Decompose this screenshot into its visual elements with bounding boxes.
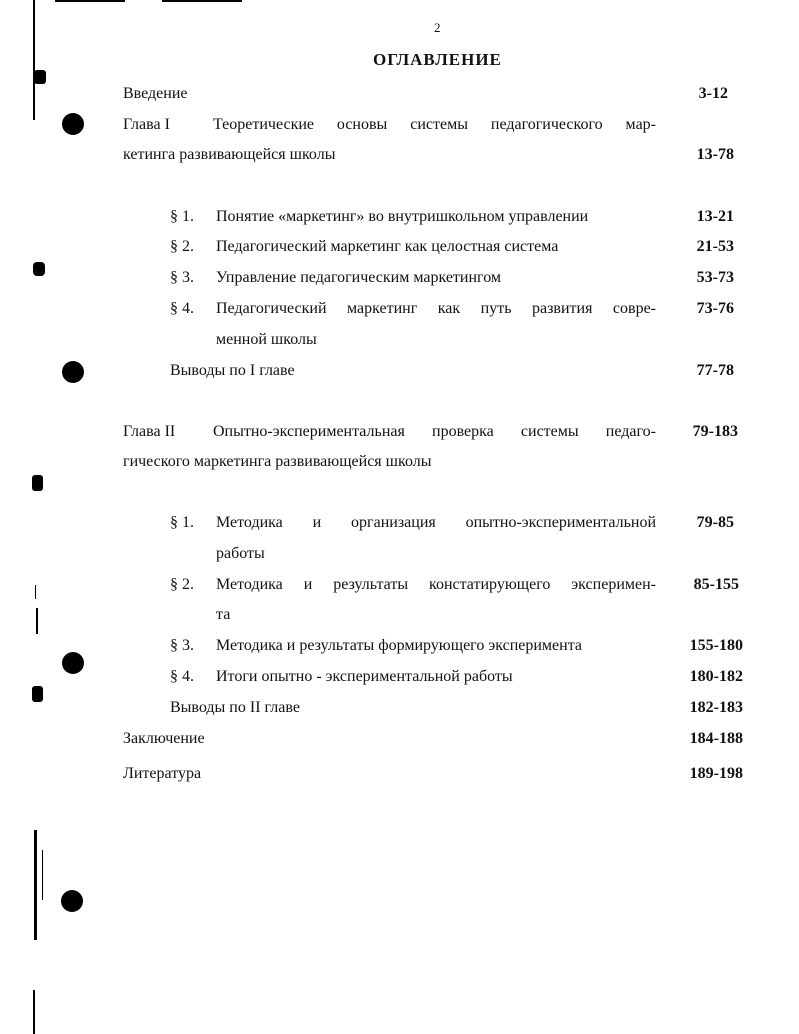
chapter-1-title-line1: Теоретические основы системы педагогического мар- [213, 116, 656, 133]
section-number: § 2. [170, 238, 194, 255]
section-pages: 53-73 [696, 269, 734, 286]
page-title: ОГЛАВЛЕНИЕ [373, 50, 502, 69]
chapter-2-tag: Глава II [123, 423, 176, 440]
section-number: § 4. [170, 668, 194, 685]
chapter-1-heading [123, 116, 656, 134]
section-title: Методика и результаты констатирующего эксперимен- [216, 576, 656, 593]
section-title: Управление педагогическим маркетингом [216, 269, 502, 286]
chapter-2-conclusions-label: Выводы по II главе [170, 699, 300, 716]
toc-entry-intro-label: Введение [123, 85, 188, 102]
page-number: 2 [434, 20, 441, 35]
toc-entry-literature-pages: 189-198 [689, 765, 743, 782]
chapter-2-conclusions-pages: 182-183 [689, 699, 743, 716]
section-number: § 3. [170, 269, 194, 286]
scan-streak [42, 850, 43, 900]
scan-top-rule-2 [162, 0, 242, 2]
section-pages: 180-182 [689, 668, 743, 685]
section-title: Методика и результаты формирующего эксперимента [216, 637, 582, 654]
toc-entry-literature-label: Литература [123, 765, 202, 782]
chapter-1-pages: 13-78 [696, 146, 734, 163]
section-pages: 21-53 [696, 238, 734, 255]
binder-hole [62, 652, 84, 674]
binder-hole [62, 361, 84, 383]
section-title-line2: работы [216, 545, 265, 562]
section-title-line2: менной школы [216, 331, 317, 348]
section-pages: 79-85 [696, 514, 734, 531]
section-title: Педагогический маркетинг как целостная система [216, 238, 559, 255]
chapter-2-pages: 79-183 [692, 423, 738, 440]
section-title: Итоги опытно - экспериментальной работы [216, 668, 513, 685]
toc-entry-conclusion-pages: 184-188 [689, 730, 743, 747]
section-number: § 3. [170, 637, 194, 654]
scan-mark [34, 70, 46, 84]
scan-speck [35, 585, 36, 599]
chapter-2-heading [123, 423, 656, 441]
section-number: § 1. [170, 514, 194, 531]
scan-streak [34, 830, 37, 940]
scan-edge-line [33, 0, 35, 120]
section-pages: 13-21 [696, 208, 734, 225]
section-pages: 73-76 [696, 300, 734, 317]
chapter-1-tag: Глава I [123, 116, 170, 133]
chapter-1-conclusions-pages: 77-78 [696, 362, 734, 379]
scan-top-rule [55, 0, 125, 2]
section-number: § 4. [170, 300, 194, 317]
scan-mark [32, 686, 43, 702]
section-title: Методика и организация опытно-экспериментальной [216, 514, 656, 531]
scan-mark [33, 262, 45, 276]
chapter-2-title-line2: гического маркетинга развивающейся школы [123, 453, 432, 470]
section-title: Педагогический маркетинг как путь развития совре- [216, 300, 656, 317]
binder-hole [61, 890, 83, 912]
section-number: § 2. [170, 576, 194, 593]
chapter-1-title-line2: кетинга развивающейся школы [123, 146, 336, 163]
section-pages: 85-155 [693, 576, 739, 593]
chapter-2-title-line1: Опытно-экспериментальная проверка системы педаго- [213, 423, 656, 440]
binder-hole [62, 113, 84, 135]
chapter-1-conclusions-label: Выводы по I главе [170, 362, 295, 379]
scan-mark [32, 475, 43, 491]
section-title-line2: та [216, 606, 231, 623]
section-number: § 1. [170, 208, 194, 225]
scan-speck [36, 608, 38, 634]
scan-edge-line [33, 990, 35, 1034]
section-title: Понятие «маркетинг» во внутришкольном управлении [216, 208, 589, 225]
toc-entry-intro-pages: 3-12 [698, 85, 728, 102]
toc-entry-conclusion-label: Заключение [123, 730, 205, 747]
section-pages: 155-180 [689, 637, 743, 654]
